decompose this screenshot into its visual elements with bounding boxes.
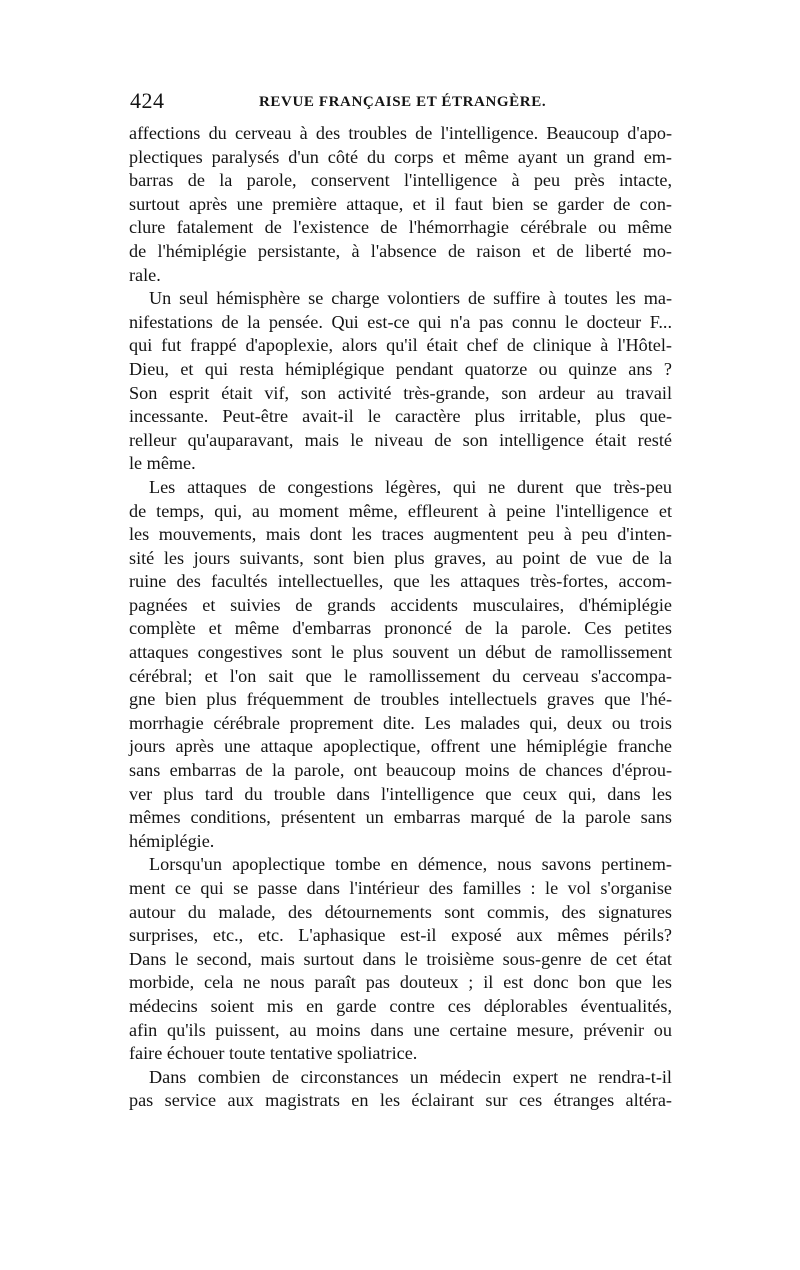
- page-number: 424: [130, 88, 165, 113]
- text-line: ruine des facultés intellectuelles, que les attaques très-fortes, accom-: [129, 571, 672, 592]
- text-line: sans embarras de la parole, ont beaucoup moins de chances d'éprou-: [129, 760, 672, 781]
- text-line: autour du malade, des détournements sont commis, des signatures: [129, 901, 672, 922]
- text-line: nifestations de la pensée. Qui est-ce qui n'a pas connu le docteur F...: [129, 311, 672, 332]
- text-line: complète et même d'embarras prononcé de la parole. Ces petites: [129, 618, 672, 639]
- text-line: le même.: [129, 453, 196, 474]
- text-line: faire échouer toute tentative spoliatrice.: [129, 1043, 418, 1064]
- text-line: ver plus tard du trouble dans l'intelligence que ceux qui, dans les: [129, 783, 672, 804]
- running-title: REVUE FRANÇAISE ET ÉTRANGÈRE.: [259, 94, 547, 110]
- text-line: barras de la parole, conservent l'intelligence à peu près intacte,: [129, 170, 672, 191]
- book-page: [129, 88, 672, 1113]
- paragraph: [129, 476, 672, 854]
- text-line: médecins soient mis en garde contre ces déplorables éventualités,: [129, 995, 672, 1016]
- text-line: sité les jours suivants, sont bien plus graves, au point de vue de la: [129, 547, 672, 568]
- text-line: pas service aux magistrats en les éclairant sur ces étranges altéra-: [129, 1090, 672, 1111]
- paragraph: [129, 287, 672, 476]
- body-text: [129, 122, 672, 1113]
- text-line: ment ce qui se passe dans l'intérieur des familles : le vol s'organise: [129, 878, 672, 898]
- text-line: hémiplégie.: [129, 830, 215, 851]
- text-line: gne bien plus fréquemment de troubles intellectuels graves que l'hé-: [129, 689, 672, 710]
- text-line: Lorsqu'un apoplectique tombe en démence, nous savons pertinem-: [149, 854, 672, 875]
- text-line: Les attaques de congestions légères, qui ne durent que très-peu: [149, 476, 672, 497]
- text-line: plectiques paralysés d'un côté du corps et même ayant un grand em-: [129, 146, 672, 167]
- text-line: les mouvements, mais dont les traces augmentent peu à peu d'inten-: [129, 524, 672, 545]
- page-header: [129, 88, 672, 122]
- paragraph: [129, 122, 672, 287]
- text-line: morbide, cela ne nous paraît pas douteux ; il est donc bon que les: [129, 972, 672, 993]
- text-line: qui fut frappé d'apoplexie, alors qu'il était chef de clinique à l'Hôtel-: [129, 335, 672, 356]
- text-line: rale.: [129, 264, 161, 285]
- text-line: de l'hémiplégie persistante, à l'absence de raison et de liberté mo-: [129, 240, 672, 261]
- text-line: Un seul hémisphère se charge volontiers de suffire à toutes les ma-: [149, 288, 672, 309]
- text-line: Dieu, et qui resta hémiplégique pendant quatorze ou quinze ans ?: [129, 358, 672, 379]
- text-line: clure fatalement de l'existence de l'hémorrhagie cérébrale ou même: [129, 217, 672, 238]
- text-line: relleur qu'auparavant, mais le niveau de son intelligence était resté: [129, 429, 672, 450]
- paragraph: [129, 853, 672, 1065]
- text-line: morrhagie cérébrale proprement dite. Les malades qui, deux ou trois: [129, 712, 672, 733]
- text-line: attaques congestives sont le plus souvent un début de ramollissement: [129, 642, 672, 663]
- text-line: pagnées et suivies de grands accidents musculaires, d'hémiplégie: [129, 594, 672, 615]
- text-line: affections du cerveau à des troubles de l'intelligence. Beaucoup d'apo-: [129, 123, 672, 143]
- text-line: mêmes conditions, présentent un embarras marqué de la parole sans: [129, 807, 672, 828]
- text-line: surprises, etc., etc. L'aphasique est-il exposé aux mêmes périls?: [129, 925, 672, 946]
- paragraph: [129, 1066, 672, 1113]
- text-line: cérébral; et l'on sait que le ramollissement du cerveau s'accompa-: [129, 665, 672, 686]
- text-line: Dans combien de circonstances un médecin expert ne rendra-t-il: [149, 1066, 672, 1087]
- text-line: afin qu'ils puissent, au moins dans une certaine mesure, prévenir ou: [129, 1019, 672, 1040]
- text-line: Dans le second, mais surtout dans le troisième sous-genre de cet état: [129, 948, 672, 969]
- text-line: Son esprit était vif, son activité très-grande, son ardeur au travail: [129, 382, 672, 403]
- text-line: jours après une attaque apoplectique, offrent une hémiplégie franche: [129, 736, 672, 757]
- text-line: de temps, qui, au moment même, effleurent à peine l'intelligence et: [129, 500, 672, 521]
- text-line: incessante. Peut-être avait-il le caractère plus irritable, plus que-: [129, 406, 672, 427]
- text-line: surtout après une première attaque, et il faut bien se garder de con-: [129, 193, 672, 214]
